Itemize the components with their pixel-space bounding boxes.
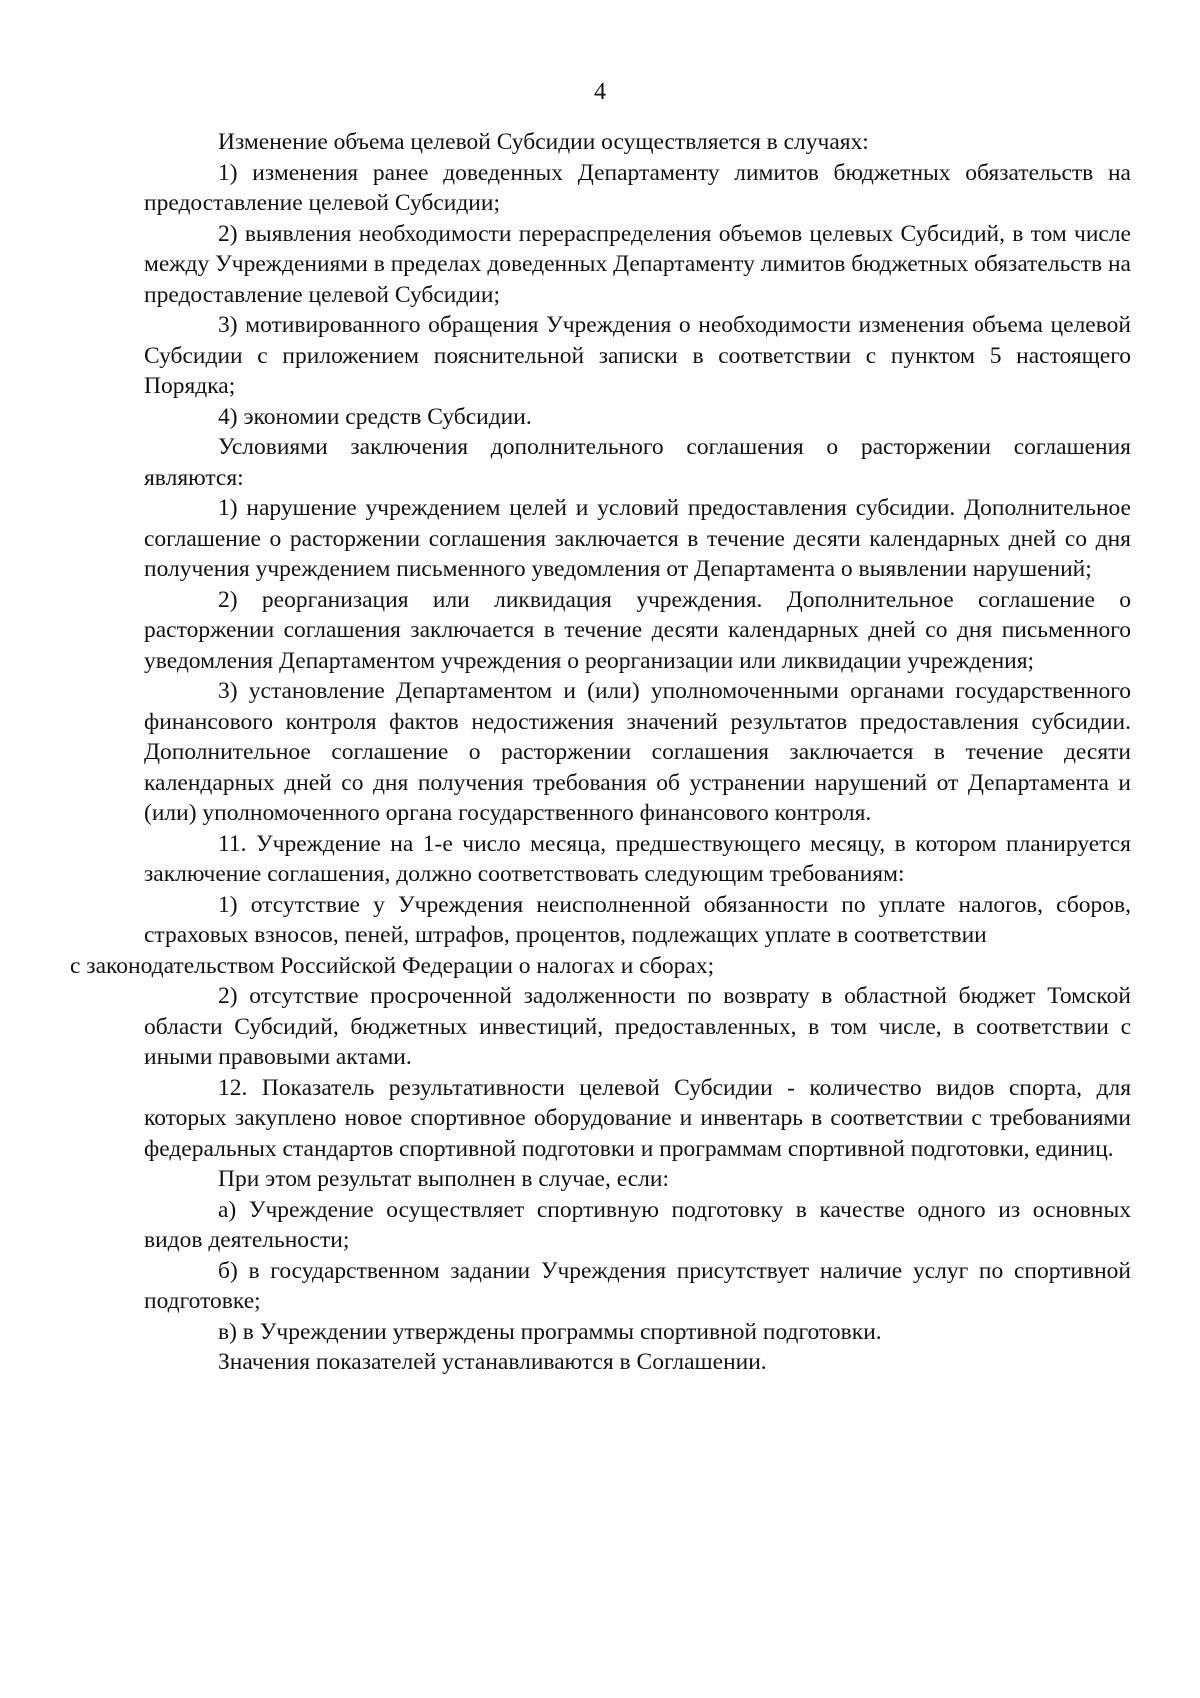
paragraph-item: 2) реорганизация или ликвидация учреждения. Дополнительное соглашение о расторжении соглашения заключается в течение десяти календарных дней со дня письменного уведомления Департаментом учреждения о реорганизации или ликвидации учреждения; [144, 586, 1131, 674]
page-number: 4 [594, 79, 606, 105]
paragraph-item: 2) отсутствие просроченной задолженности по возврату в областной бюджет Томской области Субсидий, бюджетных инвестиций, предоставленных, в том числе, в соответствии с иными правовыми актами. [144, 983, 1131, 1070]
paragraph-item-continuation: с законодательством Российской Федерации о налогах и сборах; [70, 952, 715, 979]
paragraph-item [70, 890, 1131, 982]
paragraph-item-main: 1) отсутствие у Учреждения неисполненной обязанности по уплате налогов, сборов, страховых взносов, пеней, штрафов, процентов, подлежащих уплате в соответствии [144, 891, 1131, 948]
paragraph-item: 1) изменения ранее доведенных Департаменту лимитов бюджетных обязательств на предоставление целевой Субсидии; [144, 159, 1131, 216]
paragraph-item: а) Учреждение осуществляет спортивную подготовку в качестве одного из основных видов деятельности; [144, 1196, 1131, 1253]
paragraph-item: 1) нарушение учреждением целей и условий предоставления субсидии. Дополнительное соглашение о расторжении соглашения заключается в течение десяти календарных дней со дня получения учреждением письменного уведомления от Департамента о выявлении нарушений; [144, 495, 1131, 582]
paragraph-item: 3) установление Департаментом и (или) уполномоченными органами государственного финансового контроля фактов недостижения значений результатов предоставления субсидии. Дополнительное соглашение о расторжении соглашения заключается в течение десяти календарных дней со дня получения требования об устранении нарушений от Департамента и (или) уполномоченного органа государственного финансового контроля. [144, 678, 1131, 826]
paragraph-section-12: 12. Показатель результативности целевой Субсидии - количество видов спорта, для которых закуплено новое спортивное оборудование и инвентарь в соответствии с требованиями федеральных стандартов спортивной подготовки и программам спортивной подготовки, единиц. [144, 1074, 1131, 1162]
document-body [70, 127, 1131, 1378]
paragraph-closing: Значения показателей устанавливаются в Соглашении. [218, 1349, 767, 1375]
paragraph-item: 2) выявления необходимости перераспределения объемов целевых Субсидий, в том числе между Учреждениями в пределах доведенных Департаменту лимитов бюджетных обязательств на предоставление целевой Субсидии; [144, 220, 1131, 308]
paragraph-conditions: Условиями заключения дополнительного соглашения о расторжении соглашения являются: [144, 434, 1131, 491]
paragraph-item: 4) экономии средств Субсидии. [218, 403, 532, 430]
paragraph-intro: Изменение объема целевой Субсидии осуществляется в случаях: [218, 129, 869, 155]
paragraph-item: в) в Учреждении утверждены программы спортивной подготовки. [218, 1318, 882, 1345]
paragraph-item: 3) мотивированного обращения Учреждения о необходимости изменения объема целевой Субсидии с приложением пояснительной записки в соответствии с пунктом 5 настоящего Порядка; [144, 312, 1131, 399]
paragraph-section-11: 11. Учреждение на 1-е число месяца, предшествующего месяцу, в котором планируется заключение соглашения, должно соответствовать следующим требованиям: [144, 830, 1131, 887]
paragraph-item: б) в государственном задании Учреждения присутствует наличие услуг по спортивной подготовке; [144, 1257, 1131, 1314]
paragraph-result-condition: При этом результат выполнен в случае, если: [218, 1166, 669, 1192]
